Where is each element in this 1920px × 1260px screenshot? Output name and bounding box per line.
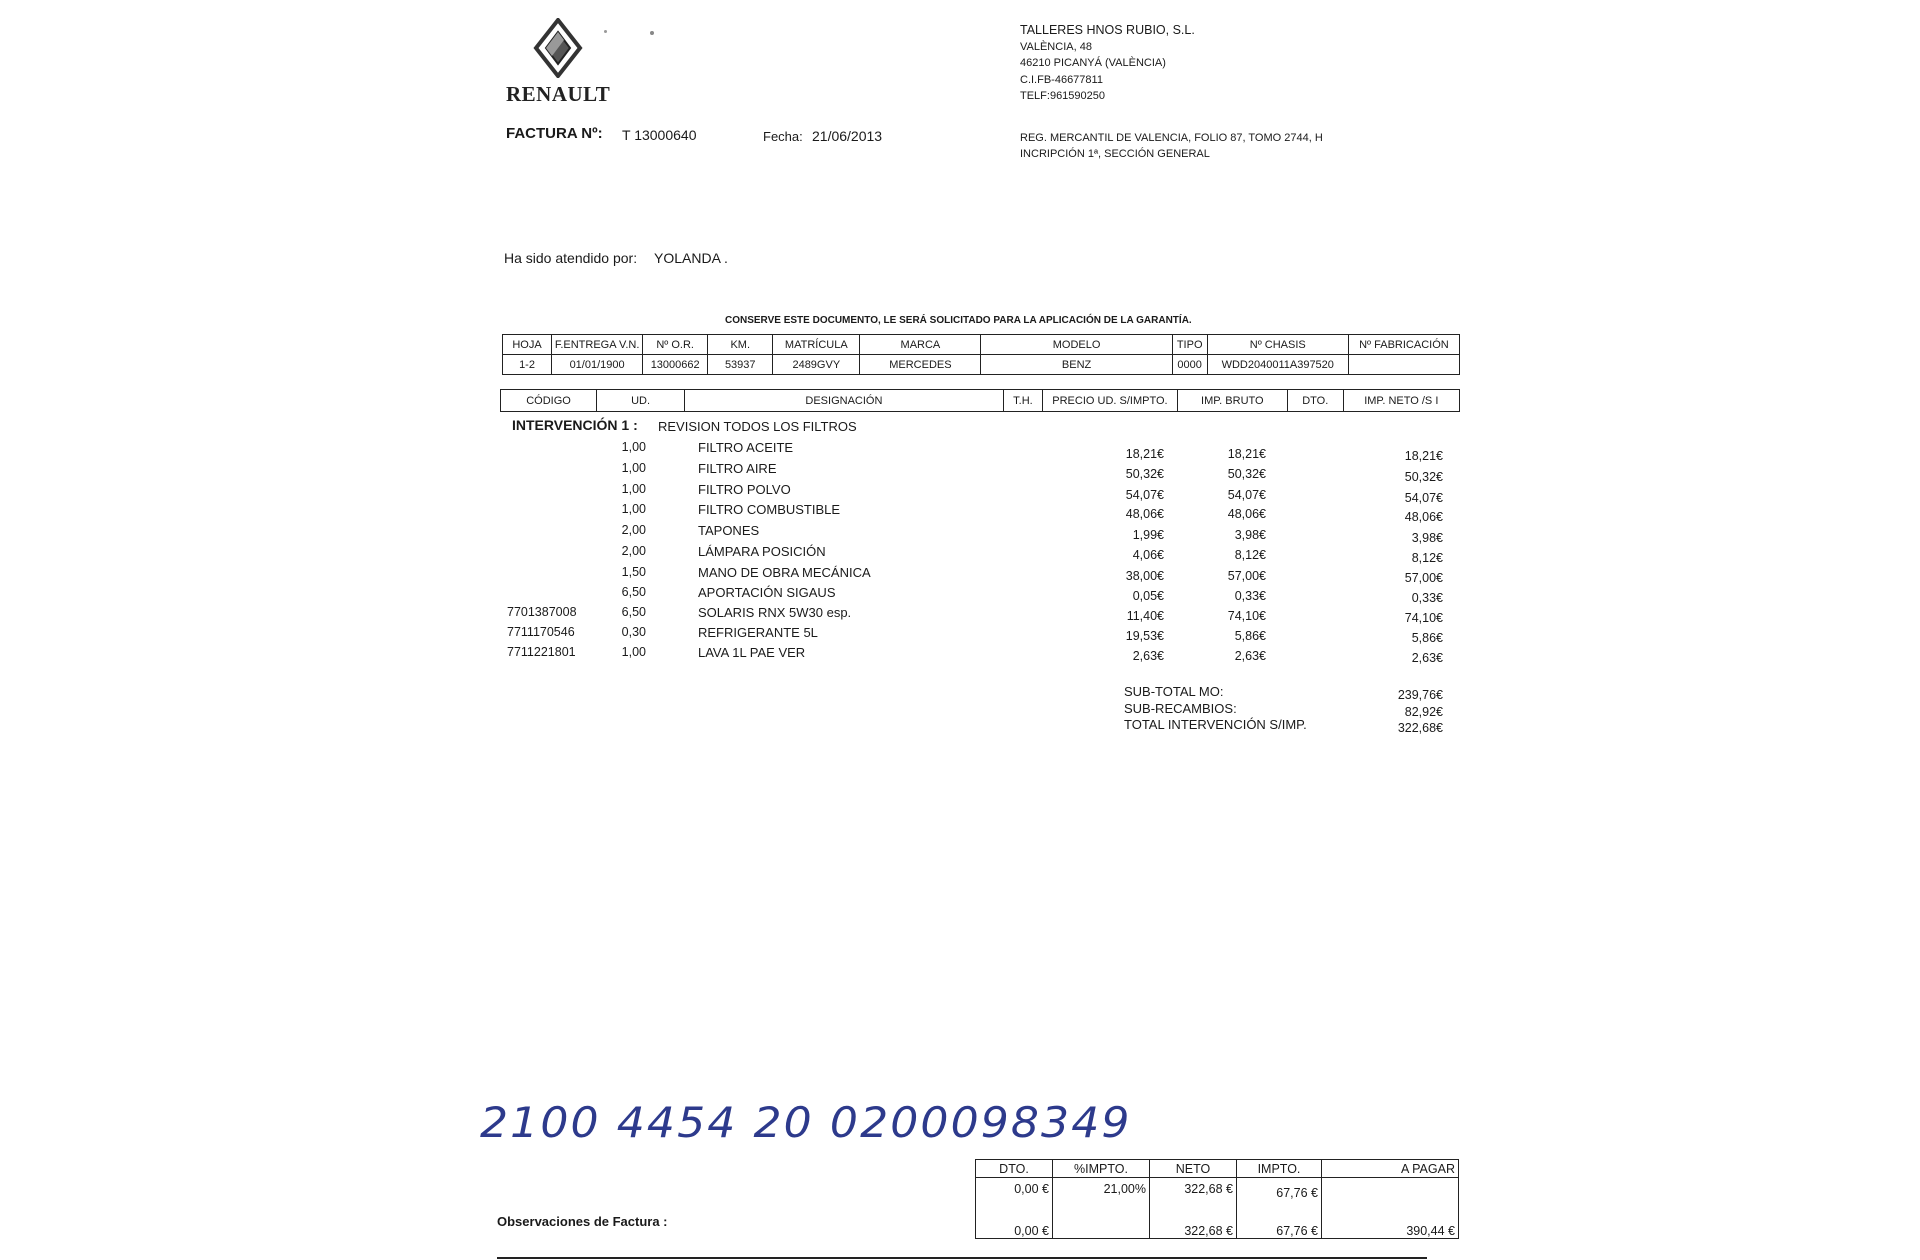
list-item xyxy=(0,461,1920,484)
totals-cell: 67,76 € xyxy=(1237,1214,1322,1239)
totals-cell: 322,68 € xyxy=(1150,1178,1237,1215)
item-quantity: 2,00 xyxy=(621,544,646,558)
item-designation: FILTRO COMBUSTIBLE xyxy=(698,502,841,517)
list-item xyxy=(0,625,1920,645)
company-city: 46210 PICANYÁ (VALÈNCIA) xyxy=(1020,57,1166,69)
warranty-notice: CONSERVE ESTE DOCUMENTO, LE SERÁ SOLICITADO PARA LA APLICACIÓN DE LA GARANTÍA. xyxy=(725,315,1192,326)
item-designation: REFRIGERANTE 5L xyxy=(698,625,818,640)
totals-cell xyxy=(1053,1214,1150,1239)
footer-divider xyxy=(497,1257,1427,1259)
item-net: 3,98€ xyxy=(1411,531,1443,545)
item-unit-price: 0,05€ xyxy=(1132,589,1164,603)
total-intervention-value: 322,68€ xyxy=(1397,721,1443,735)
totals-cell: 322,68 € xyxy=(1150,1214,1237,1239)
items-header-cell: DESIGNACIÓN xyxy=(685,390,1004,412)
invoice-number-label: FACTURA Nº: xyxy=(506,125,603,142)
item-unit-price: 48,06€ xyxy=(1125,507,1164,521)
item-quantity: 1,00 xyxy=(621,482,646,496)
item-designation: FILTRO AIRE xyxy=(698,461,777,476)
item-gross: 48,06€ xyxy=(1227,507,1266,521)
item-quantity: 6,50 xyxy=(621,605,646,619)
list-item xyxy=(0,502,1920,522)
item-unit-price: 1,99€ xyxy=(1132,528,1164,542)
item-designation: SOLARIS RNX 5W30 esp. xyxy=(698,605,852,620)
item-designation: FILTRO ACEITE xyxy=(698,440,794,455)
company-info xyxy=(1020,22,1195,105)
items-header-cell: IMP. NETO /S I xyxy=(1343,390,1459,412)
vehicle-header-cell: Nº FABRICACIÓN xyxy=(1348,335,1459,355)
subtotal-parts-value: 82,92€ xyxy=(1404,705,1443,719)
items-header-cell: UD. xyxy=(597,390,685,412)
item-quantity: 1,00 xyxy=(621,645,646,659)
item-quantity: 6,50 xyxy=(621,585,646,599)
item-gross: 74,10€ xyxy=(1227,609,1266,623)
item-unit-price: 54,07€ xyxy=(1125,488,1164,502)
vehicle-value-cell: 01/01/1900 xyxy=(552,355,643,375)
intervention-label: INTERVENCIÓN 1 : xyxy=(512,417,638,433)
item-quantity: 1,00 xyxy=(621,440,646,454)
item-net: 18,21€ xyxy=(1404,449,1443,463)
item-designation: TAPONES xyxy=(698,523,760,538)
item-gross: 54,07€ xyxy=(1227,488,1266,502)
invoice-number: T 13000640 xyxy=(622,127,697,143)
totals-header-cell: NETO xyxy=(1150,1160,1237,1178)
vehicle-header-cell: KM. xyxy=(708,335,773,355)
company-cif: C.I.FB-46677811 xyxy=(1020,73,1103,86)
scan-speck xyxy=(650,31,654,35)
attended-by-value: YOLANDA . xyxy=(654,250,728,266)
totals-row xyxy=(976,1178,1459,1215)
company-phone: TELF:961590250 xyxy=(1020,90,1106,102)
item-quantity: 0,30 xyxy=(621,625,646,639)
items-header-cell: T.H. xyxy=(1003,390,1042,412)
totals-header-cell: A PAGAR xyxy=(1322,1160,1459,1178)
vehicle-value-cell: MERCEDES xyxy=(860,355,981,375)
scan-speck xyxy=(604,30,607,33)
vehicle-value-cell: 53937 xyxy=(708,355,773,375)
totals-cell: 67,76 € xyxy=(1237,1178,1322,1215)
item-code: 7701387008 xyxy=(507,605,577,619)
item-net: 2,63€ xyxy=(1411,651,1443,665)
items-header-cell: CÓDIGO xyxy=(501,390,597,412)
items-header-cell: IMP. BRUTO xyxy=(1177,390,1287,412)
subtotal-labor-value: 239,76€ xyxy=(1397,688,1443,702)
item-gross: 5,86€ xyxy=(1234,629,1266,643)
invoice-totals-table xyxy=(975,1159,1459,1239)
vehicle-value-cell: 2489GVY xyxy=(773,355,860,375)
item-net: 50,32€ xyxy=(1404,470,1443,484)
item-unit-price: 18,21€ xyxy=(1125,447,1164,461)
vehicle-value-cell: 1-2 xyxy=(503,355,552,375)
vehicle-value-cell: WDD2040011A397520 xyxy=(1207,355,1348,375)
vehicle-value-cell: BENZ xyxy=(981,355,1172,375)
registry-line: REG. MERCANTIL DE VALENCIA, FOLIO 87, TOMO 2744, H xyxy=(1020,132,1323,144)
item-gross: 0,33€ xyxy=(1234,589,1266,603)
item-net: 57,00€ xyxy=(1404,571,1443,585)
item-designation: FILTRO POLVO xyxy=(698,482,791,497)
item-designation: LAVA 1L PAE VER xyxy=(698,645,806,660)
items-header-cell: PRECIO UD. S/IMPTO. xyxy=(1043,390,1178,412)
item-net: 74,10€ xyxy=(1404,611,1443,625)
vehicle-header-cell: TIPO xyxy=(1172,335,1207,355)
company-address: VALÈNCIA, 48 xyxy=(1020,40,1092,53)
item-quantity: 1,00 xyxy=(621,461,646,475)
mercantile-registry xyxy=(1020,130,1323,162)
list-item xyxy=(0,440,1920,463)
item-unit-price: 4,06€ xyxy=(1132,548,1164,562)
vehicle-header-cell: MATRÍCULA xyxy=(773,335,860,355)
renault-logo-icon xyxy=(530,18,586,78)
list-item xyxy=(0,605,1920,625)
company-name: TALLERES HNOS RUBIO, S.L. xyxy=(1020,23,1195,37)
vehicle-header-cell: Nº CHASIS xyxy=(1207,335,1348,355)
subtotal-labor-label: SUB-TOTAL MO: xyxy=(1124,684,1224,699)
invoice-date-label: Fecha: xyxy=(763,129,803,144)
vehicle-table xyxy=(502,334,1460,375)
total-intervention-label: TOTAL INTERVENCIÓN S/IMP. xyxy=(1124,717,1307,732)
invoice-observations-label: Observaciones de Factura : xyxy=(497,1214,668,1229)
item-designation: APORTACIÓN SIGAUS xyxy=(698,585,836,600)
items-header-table xyxy=(500,389,1460,412)
totals-header-row xyxy=(976,1160,1459,1178)
vehicle-value-cell: 13000662 xyxy=(643,355,708,375)
item-unit-price: 11,40€ xyxy=(1126,609,1164,623)
totals-cell: 21,00% xyxy=(1053,1178,1150,1215)
totals-header-cell: DTO. xyxy=(976,1160,1053,1178)
item-quantity: 1,50 xyxy=(621,565,646,579)
vehicle-header-cell: HOJA xyxy=(503,335,552,355)
vehicle-header-row xyxy=(503,335,1460,355)
vehicle-value-cell: 0000 xyxy=(1172,355,1207,375)
vehicle-header-cell: MODELO xyxy=(981,335,1172,355)
item-designation: LÁMPARA POSICIÓN xyxy=(698,544,826,559)
items-header-cell: DTO. xyxy=(1287,390,1343,412)
vehicle-value-cell xyxy=(1348,355,1459,375)
vehicle-header-cell: MARCA xyxy=(860,335,981,355)
handwritten-account-number: 2100 4454 20 0200098349 xyxy=(480,1098,1132,1147)
list-item xyxy=(0,523,1920,543)
item-code: 7711221801 xyxy=(507,645,576,659)
vehicle-header-cell: F.ENTREGA V.N. xyxy=(552,335,643,355)
totals-cell: 0,00 € xyxy=(976,1178,1053,1215)
totals-cell xyxy=(1322,1178,1459,1215)
item-unit-price: 50,32€ xyxy=(1125,467,1164,481)
item-net: 8,12€ xyxy=(1411,551,1443,565)
intervention-description: REVISION TODOS LOS FILTROS xyxy=(658,419,857,434)
registry-line: INCRIPCIÓN 1ª, SECCIÓN GENERAL xyxy=(1020,148,1210,160)
item-quantity: 1,00 xyxy=(621,502,646,516)
item-quantity: 2,00 xyxy=(621,523,646,537)
item-net: 54,07€ xyxy=(1404,491,1443,505)
totals-cell: 0,00 € xyxy=(976,1214,1053,1239)
item-gross: 8,12€ xyxy=(1234,548,1266,562)
totals-header-cell: %IMPTO. xyxy=(1053,1160,1150,1178)
invoice-date: 21/06/2013 xyxy=(812,128,883,144)
item-gross: 3,98€ xyxy=(1234,528,1266,542)
vehicle-value-row xyxy=(503,355,1460,375)
list-item xyxy=(0,565,1920,585)
totals-row xyxy=(976,1214,1459,1239)
attended-by-label: Ha sido atendido por: xyxy=(504,250,638,266)
totals-cell: 390,44 € xyxy=(1322,1214,1459,1239)
item-gross: 57,00€ xyxy=(1227,569,1266,583)
items-header-row xyxy=(501,390,1460,412)
item-gross: 50,32€ xyxy=(1227,467,1266,481)
item-net: 48,06€ xyxy=(1404,510,1443,524)
item-gross: 2,63€ xyxy=(1234,649,1266,663)
subtotal-parts-label: SUB-RECAMBIOS: xyxy=(1124,701,1237,716)
vehicle-header-cell: Nº O.R. xyxy=(643,335,708,355)
item-unit-price: 38,00€ xyxy=(1125,569,1164,583)
list-item xyxy=(0,585,1920,605)
item-net: 5,86€ xyxy=(1411,631,1443,645)
item-unit-price: 2,63€ xyxy=(1132,649,1164,663)
list-item xyxy=(0,645,1920,665)
item-code: 7711170546 xyxy=(507,625,575,639)
list-item xyxy=(0,544,1920,564)
item-net: 0,33€ xyxy=(1411,591,1443,605)
list-item xyxy=(0,482,1920,505)
item-designation: MANO DE OBRA MECÁNICA xyxy=(698,565,871,580)
item-gross: 18,21€ xyxy=(1227,447,1266,461)
totals-header-cell: IMPTO. xyxy=(1237,1160,1322,1178)
item-unit-price: 19,53€ xyxy=(1125,629,1164,643)
brand-name: RENAULT xyxy=(506,82,611,106)
